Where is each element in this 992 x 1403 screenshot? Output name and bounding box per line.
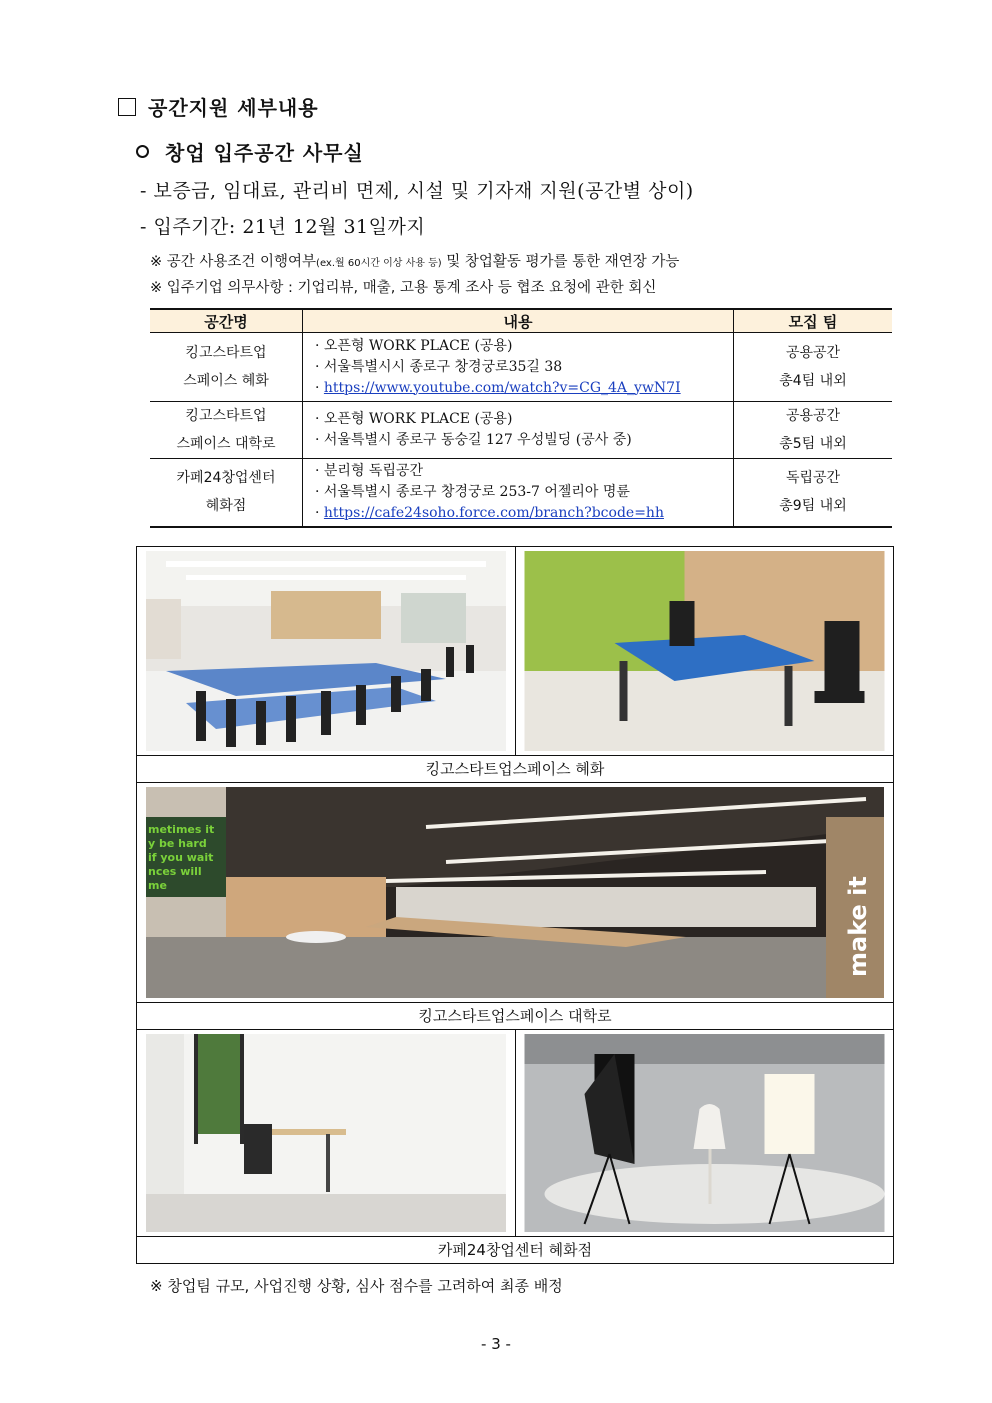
space-name: 킹고스타트업 스페이스 대학로 — [150, 402, 303, 459]
table-row — [150, 459, 892, 527]
header-team: 모집 팀 — [734, 309, 893, 333]
checkbox-square-icon — [118, 98, 136, 116]
allocation-note: ※ 창업팀 규모, 사업진행 상황, 심사 점수를 고려하여 최종 배정 — [150, 1277, 563, 1295]
section-title: 공간지원 세부내용 — [118, 92, 319, 121]
space-link[interactable]: https://cafe24soho.force.com/branch?bcode=hh — [323, 504, 664, 521]
bullet-support: - 보증금, 임대료, 관리비 면제, 시설 및 기자재 지원(공간별 상이) — [140, 180, 694, 202]
daehangno-office-photo — [145, 787, 885, 998]
subsection-title: 창업 입주공간 사무실 — [136, 137, 364, 166]
space-team: 공용공간 총5팀 내외 — [734, 402, 893, 459]
space-link[interactable]: https://www.youtube.com/watch?v=CG_4A_ywN7I — [323, 379, 681, 396]
table-header-row — [150, 309, 892, 333]
space-name: 킹고스타트업 스페이스 혜화 — [150, 333, 303, 402]
photo-row-cafe24 — [137, 1030, 893, 1237]
note-extension: ※ 공간 사용조건 이행여부(ex.월 60시간 이상 사용 등) 및 창업활동 평가를 통한 재연장 가능 — [150, 254, 680, 270]
photo-caption: 카페24창업센터 혜화점 — [437, 1241, 593, 1259]
photo-row-daehangno — [137, 783, 893, 1003]
hyehwa-office-photo — [145, 551, 507, 751]
svg-text:nces will: nces will — [148, 865, 202, 878]
cafe24-room-photo — [145, 1034, 507, 1232]
space-team: 독립공간 총9팀 내외 — [734, 459, 893, 527]
cafe24-studio-photo — [524, 1034, 885, 1232]
photo-gallery — [136, 546, 894, 1264]
header-space-name: 공간명 — [150, 309, 303, 333]
svg-text:metimes it: metimes it — [148, 823, 215, 836]
space-name: 카페24창업센터 혜화점 — [150, 459, 303, 527]
svg-text:me: me — [148, 879, 167, 892]
space-table — [150, 308, 892, 528]
space-content: · 오픈형 WORK PLACE (공용) · 서울특별시 종로구 동숭길 127 우성빌딩 (공사 중) — [303, 402, 734, 459]
svg-text:y be hard: y be hard — [148, 837, 207, 850]
circle-bullet-icon — [136, 145, 149, 158]
svg-text:if you wait: if you wait — [148, 851, 214, 864]
space-content: · 분리형 독립공간 · 서울특별시 종로구 창경궁로 253-7 어젤리아 명륜 · https://cafe24soho.force.com/branch?bcode=hh — [303, 459, 734, 527]
table-row — [150, 402, 892, 459]
svg-text:make it: make it — [844, 876, 872, 977]
space-team: 공용공간 총4팀 내외 — [734, 333, 893, 402]
photo-caption: 킹고스타트업스페이스 대학로 — [137, 1003, 893, 1030]
page-number: - 3 - — [481, 1335, 511, 1353]
table-row — [150, 333, 892, 402]
hyehwa-room-photo — [524, 551, 885, 751]
photo-caption: 킹고스타트업스페이스 혜화 — [137, 756, 893, 783]
note-obligations: ※ 입주기업 의무사항 : 기업리뷰, 매출, 고용 통계 조사 등 협조 요청에 관한 회신 — [150, 280, 657, 296]
photo-row-hyehwa — [137, 547, 893, 756]
bullet-period: - 입주기간: 21년 12월 31일까지 — [140, 216, 426, 238]
header-content: 내용 — [303, 309, 734, 333]
space-content: · 오픈형 WORK PLACE (공용) · 서울특별시시 종로구 창경궁로35길 38 · https://www.youtube.com/watch?v=CG_4A_ywN7I — [303, 333, 734, 402]
